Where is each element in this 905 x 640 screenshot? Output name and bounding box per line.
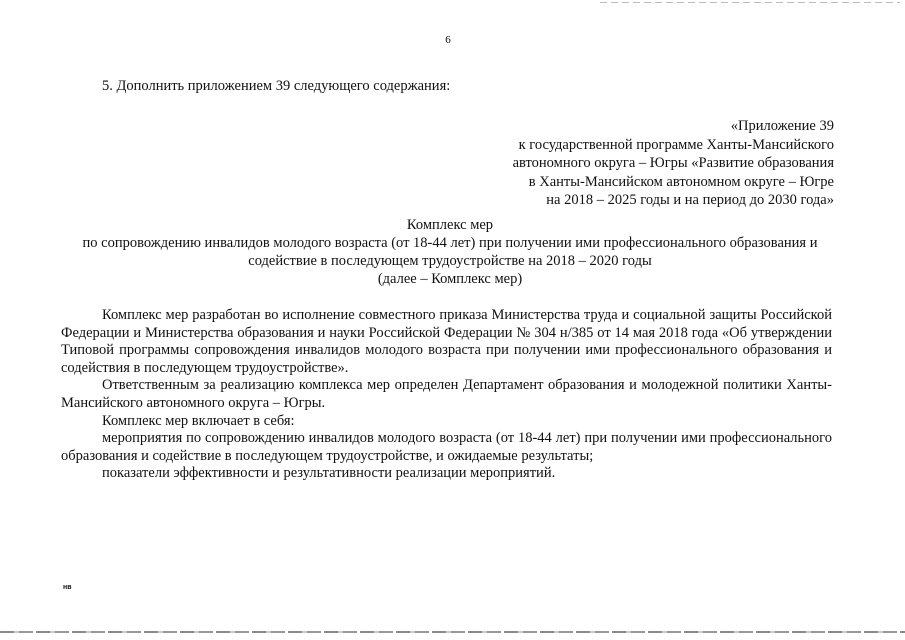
document-body (61, 307, 832, 483)
body-paragraph: Комплекс мер включает в себя: (102, 412, 295, 429)
title-line: содействие в последующем трудоустройстве на 2018 – 2020 годы (248, 253, 652, 269)
appendix-line: на 2018 – 2025 годы и на период до 2030 года» (546, 192, 834, 208)
scan-artifact-top (600, 2, 900, 3)
body-paragraph: мероприятия по сопровождению инвалидов молодого возраста (от 18-44 лет) при получении ими профессионального образования и содействие в последующем трудоустройстве, и ожидаемые результаты; (61, 430, 832, 464)
title-line: Комплекс мер (406, 217, 494, 233)
appendix-line: автономного округа – Югры «Развитие образования (512, 155, 834, 171)
appendix-line: «Приложение 39 (730, 118, 834, 134)
document-title (40, 216, 860, 288)
title-line: (далее – Комплекс мер) (377, 271, 523, 287)
author-initials: нв (63, 584, 72, 591)
body-paragraph: Комплекс мер разработан во исполнение совместного приказа Министерства труда и социальной защиты Российской Федерации и Министерства образования и науки Российской Федерации № 304 н/385 от 14 мая 2018 года «Об утверждении Типовой программы сопровождения инвалидов молодого возраста при получении ими профессионального образования и содействия в последующем трудоустройстве». (61, 307, 832, 376)
scan-artifact-bottom (0, 631, 905, 633)
page-number: 6 (445, 34, 451, 46)
appendix-line: в Ханты-Мансийском автономном округе – Югре (528, 173, 834, 190)
appendix-header (513, 117, 834, 210)
appendix-line: к государственной программе Ханты-Мансийского (518, 136, 834, 153)
body-paragraph: показатели эффективности и результативности реализации мероприятий. (102, 465, 556, 482)
amendment-paragraph: 5. Дополнить приложением 39 следующего содержания: (102, 78, 451, 94)
body-paragraph: Ответственным за реализацию комплекса мер определен Департамент образования и молодежной политики Ханты-Мансийского автономного округа – Югры. (61, 377, 832, 411)
title-line: по сопровождению инвалидов молодого возраста (от 18-44 лет) при получении ими профессионального образования и (82, 235, 818, 251)
